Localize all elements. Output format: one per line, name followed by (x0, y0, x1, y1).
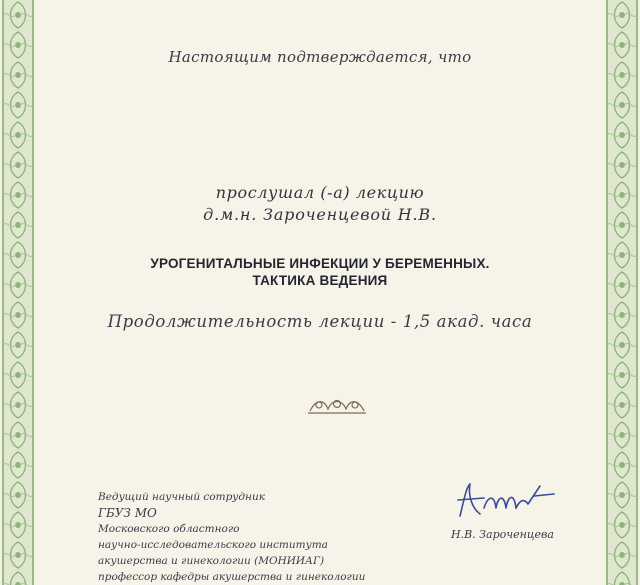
intro-text: Настоящим подтверждается, что (168, 48, 472, 66)
position-line-1: Ведущий научный сотрудник (98, 491, 265, 503)
lecture-title-line-1: УРОГЕНИТАЛЬНЫЕ ИНФЕКЦИИ У БЕРЕМЕННЫХ. (150, 256, 490, 271)
position-line-3: Московского областного (98, 523, 240, 535)
decorative-ornament-icon (306, 395, 368, 417)
left-ornamental-border (0, 0, 36, 585)
position-line-5: акушерства и гинекологии (МОНИИАГ) (98, 555, 325, 567)
signatory-name: Н.В. Зароченцева (451, 528, 554, 541)
position-line-2: ГБУЗ МО (98, 506, 157, 520)
right-ornamental-border (604, 0, 640, 585)
handwritten-signature (450, 478, 560, 524)
position-line-6: профессор кафедры акушерства и гинекологии (98, 571, 366, 583)
lecture-duration: Продолжительность лекции - 1,5 акад. часа (107, 312, 533, 331)
lecturer-name: д.м.н. Зароченцевой Н.В. (203, 205, 437, 224)
signatory-position (98, 489, 365, 585)
lecture-title-line-2: ТАКТИКА ВЕДЕНИЯ (252, 273, 388, 288)
position-line-4: научно-исследовательского института (98, 539, 328, 551)
attended-text: прослушал (-а) лекцию (215, 183, 425, 202)
